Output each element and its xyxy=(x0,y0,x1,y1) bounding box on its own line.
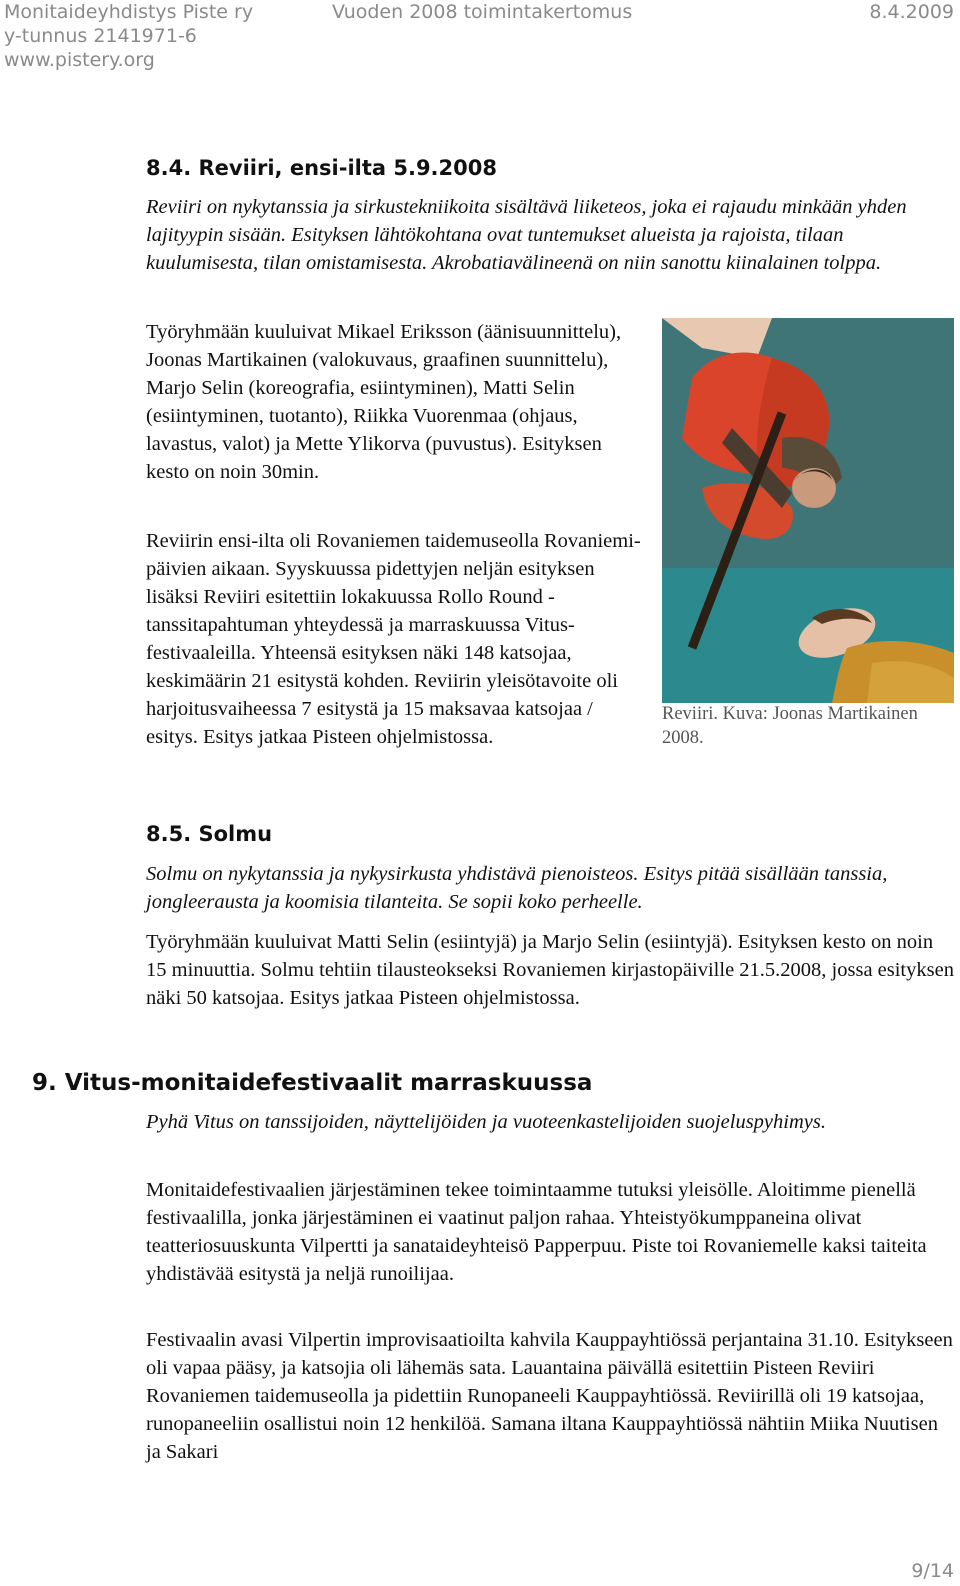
photo-caption: Reviiri. Kuva: Joonas Martikainen 2008. xyxy=(662,704,918,748)
page-number: 9/14 xyxy=(911,1560,954,1582)
header-ytunnus: y-tunnus 2141971-6 xyxy=(4,25,197,47)
reviiri-photo-illustration xyxy=(662,318,954,703)
section-9-para-2: Festivaalin avasi Vilpertin improvisaatioilta kahvila Kauppayhtiössä perjantaina 31.10. Esitykseen oli vapaa pääsy, ja katsojia oli lähemäs sata. Lauantaina päivällä esitettiin Pisteen Reviiri Rovaniemen taidemuseolla ja pidettiin Runopaneeli Kauppayhtiössä. Reviirillä oli 19 katsojaa, runopaneeliin osallistui noin 12 henkilöä. Samana iltana Kauppayhtiössä nähtiin Miika Nuutisen ja Sakari xyxy=(146,1329,953,1463)
section-heading-8-5: 8.5. Solmu xyxy=(146,822,273,846)
section-8-5-para-1: Työryhmään kuuluivat Matti Selin (esiintyjä) ja Marjo Selin (esiintyjä). Esityksen kesto on noin 15 minuuttia. Solmu tehtiin tilausteokseksi Rovaniemen kirjastopäiville 21.5.2008, jossa esityksen näki 50 katsojaa. Esitys jatkaa Pisteen ohjelmistossa. xyxy=(146,931,954,1009)
section-9-para-1: Monitaidefestivaalien järjestäminen tekee toimintaamme tutuksi yleisölle. Aloitimme pienellä festivaalilla, jonka järjestäminen ei vaatinut paljon rahaa. Yhteistyökumppaneina olivat teatteriosuuskunta Vilpertti ja sanataideyhteisö Papperpuu. Piste toi Rovaniemelle kaksi taiteita yhdistävää esitystä ja neljä runoilijaa. xyxy=(146,1179,927,1285)
section-8-4-para-2: Reviirin ensi-ilta oli Rovaniemen taidemuseolla Rovaniemi-päivien aikaan. Syyskuussa pidettyjen neljän esityksen lisäksi Reviiri esitettiin lokakuussa Rollo Round -tanssitapahtuman yhteydessä ja marraskuussa Vitus-festivaaleilla. Yhteensä esityksen näki 148 katsojaa, keskimäärin 21 esitystä kohden. Reviirin yleisötavoite oli harjoitusvaiheessa 7 esitystä ja 15 maksavaa katsojaa / esitys. Esitys jatkaa Pisteen ohjelmistossa. xyxy=(146,530,641,748)
header-doc-title: Vuoden 2008 toimintakertomus xyxy=(332,1,633,23)
section-heading-8-4: 8.4. Reviiri, ensi-ilta 5.9.2008 xyxy=(146,156,497,180)
section-8-5-intro: Solmu on nykytanssia ja nykysirkusta yhdistävä pienoisteos. Esitys pitää sisällään tanssia, jongleerausta ja koomisia tilanteita. Se sopii koko perheelle. xyxy=(146,863,888,913)
reviiri-photo xyxy=(662,318,954,703)
section-heading-9: 9. Vitus-monitaidefestivaalit marraskuussa xyxy=(32,1070,593,1096)
section-8-4-intro: Reviiri on nykytanssia ja sirkustekniikoita sisältävä liiketeos, joka ei rajaudu minkään yhden lajityypin sisään. Esityksen lähtökohtana ovat tuntemukset alueista ja rajoista, tilaan kuulumisesta, tilan omistamisesta. Akrobatiavälineenä on niin sanottu kiinalainen tolppa. xyxy=(146,196,907,274)
header-org: Monitaideyhdistys Piste ry xyxy=(4,1,254,23)
header-date: 8.4.2009 xyxy=(869,1,954,23)
section-9-intro: Pyhä Vitus on tanssijoiden, näyttelijöiden ja vuoteenkastelijoiden suojeluspyhimys. xyxy=(146,1111,826,1133)
header-website: www.pistery.org xyxy=(4,49,155,71)
section-8-4-para-1: Työryhmään kuuluivat Mikael Eriksson (äänisuunnittelu), Joonas Martikainen (valokuvaus, graafinen suunnittelu), Marjo Selin (koreografia, esiintyminen), Matti Selin (esiintyminen, tuotanto), Riikka Vuorenmaa (ohjaus, lavastus, valot) ja Mette Ylikorva (puvustus). Esityksen kesto on noin 30min. xyxy=(146,321,622,483)
